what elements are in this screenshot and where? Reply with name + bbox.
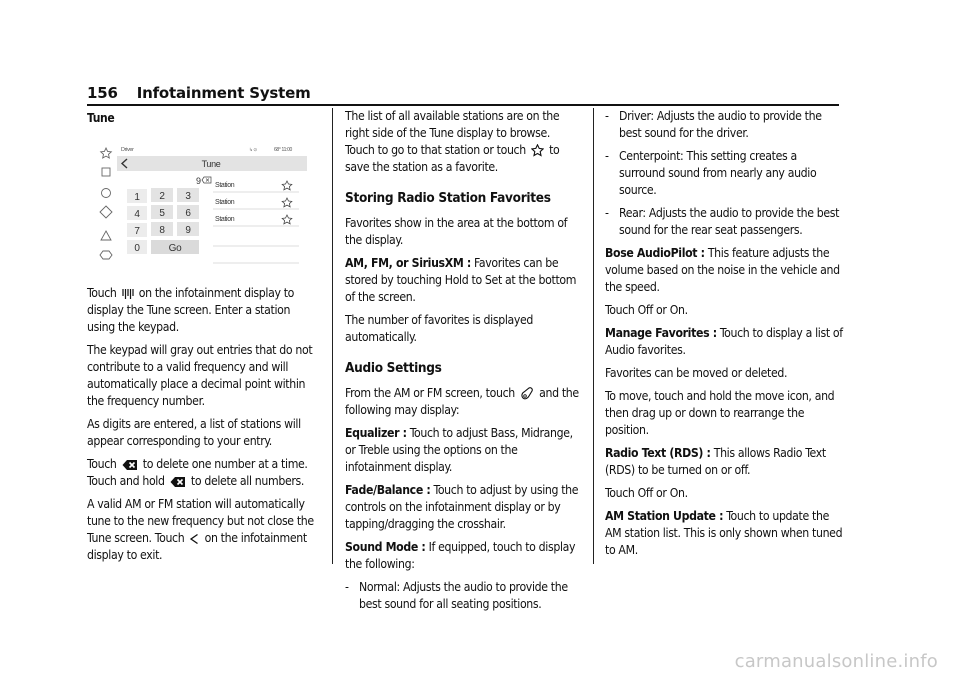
svg-text:↳ ⊙: ↳ ⊙ (249, 147, 257, 152)
watermark: carmanualsonline.info (734, 651, 938, 672)
key-go: Go (168, 243, 182, 254)
list-item-centerpoint: - Centerpoint: This setting creates a surround sound from nearly any audio source. (605, 149, 817, 197)
circle-icon (102, 189, 111, 198)
star-icon (531, 144, 544, 157)
column-2 (345, 108, 581, 619)
paragraph-radio-text: Radio Text (RDS) : This allows Radio Text (RDS) to be turned on or off. (605, 446, 826, 477)
paragraph-keypad: The keypad will gray out entries that do not contribute to a valid frequency and will automatically place a decimal point within the frequency number. (87, 343, 313, 408)
column-divider-2 (593, 108, 594, 564)
paragraph-favorites-count: The number of favorites is displayed automatically. (345, 313, 534, 344)
tune-subhead: Tune (87, 111, 115, 125)
tune-title: Tune (201, 159, 221, 169)
paragraph-equalizer: Equalizer : Touch to adjust Bass, Midrange, or Treble using the options on the infotainment display. (345, 426, 573, 474)
key-6: 6 (185, 208, 191, 219)
paragraph-audio-touch: From the AM or FM screen, touch and the following may display: (345, 386, 579, 417)
hexagon-icon (100, 251, 112, 259)
station-1: Station (215, 182, 235, 189)
paragraph-manage-favorites: Manage Favorites : Touch to display a list of Audio favorites. (605, 326, 843, 357)
side-icon-strip (100, 148, 112, 259)
key-1: 1 (134, 192, 140, 203)
status-right: 68° 11:00 (274, 147, 292, 153)
page-number: 156 (87, 84, 118, 102)
chevron-left-icon (189, 533, 199, 545)
key-4: 4 (134, 209, 140, 220)
triangle-icon (101, 231, 111, 240)
star-icon (101, 148, 112, 158)
list-item-normal: - Normal: Adjusts the audio to provide the best sound for all seating positions. (345, 580, 568, 611)
header-rule (87, 104, 839, 106)
key-2: 2 (159, 191, 165, 202)
paragraph-bose-audiopilot: Bose AudioPilot : This feature adjusts the volume based on the noise in the vehicle and the speed. (605, 246, 840, 294)
star-icon (282, 181, 292, 190)
square-icon (102, 168, 110, 176)
settings-icon (520, 387, 534, 401)
column-3 (605, 108, 843, 565)
backspace-icon (122, 459, 138, 471)
key-0: 0 (134, 243, 140, 254)
heading-storing-favorites: Storing Radio Station Favorites (345, 190, 551, 206)
heading-audio-settings: Audio Settings (345, 360, 442, 376)
paragraph-fade-balance: Fade/Balance : Touch to adjust by using the controls on the infotainment display or by tapping/dragging the crosshair. (345, 483, 579, 531)
paragraph-off-on-1: Touch Off or On. (605, 303, 688, 317)
column-1 (87, 108, 321, 570)
star-icon (282, 215, 292, 224)
paragraph-off-on-2: Touch Off or On. (605, 486, 688, 500)
paragraph-move-instructions: To move, touch and hold the move icon, and then drag up or down to rearrange the position. (605, 389, 835, 437)
backspace-icon (202, 177, 211, 183)
backspace-icon (170, 476, 186, 488)
star-icon (282, 198, 292, 207)
paragraph-favorites-move: Favorites can be moved or deleted. (605, 366, 788, 380)
list-item-driver: - Driver: Adjusts the audio to provide the best sound for the driver. (605, 109, 822, 140)
paragraph-sound-mode: Sound Mode : If equipped, touch to display the following: (345, 540, 576, 571)
key-3: 3 (185, 191, 191, 202)
station-3: Station (215, 216, 235, 223)
tune-icon (122, 288, 134, 300)
paragraph-valid-station: A valid AM or FM station will automatically tune to the new frequency but not close the Tune screen. Touch on the infotainment display to exit. (87, 497, 314, 562)
list-item-rear: - Rear: Adjusts the audio to provide the best sound for the rear seat passengers. (605, 206, 840, 237)
paragraph-touch-tune: Touch on the infotainment display to display the Tune screen. Enter a station using the keypad. (87, 286, 295, 334)
key-8: 8 (159, 225, 165, 236)
paragraph-am-fm-sirius: AM, FM, or SiriusXM : Favorites can be stored by touching Hold to Set at the bottom of the screen. (345, 256, 577, 304)
page-header (87, 84, 311, 102)
status-left: Driver (121, 147, 134, 153)
key-5: 5 (159, 208, 165, 219)
paragraph-digits: As digits are entered, a list of stations will appear corresponding to your entry. (87, 417, 301, 448)
paragraph-delete: Touch to delete one number at a time. Touch and hold to delete all numbers. (87, 457, 308, 488)
paragraph-am-station-update: AM Station Update : Touch to update the AM station list. This is only shown when tuned to AM. (605, 509, 843, 557)
key-7: 7 (134, 226, 140, 237)
station-2: Station (215, 199, 235, 206)
entry-digit: 9 (196, 176, 201, 186)
section-title: Infotainment System (136, 84, 311, 102)
tune-screen-illustration (99, 143, 309, 269)
diamond-icon (100, 206, 112, 218)
key-9: 9 (185, 225, 191, 236)
paragraph-station-list: The list of all available stations are on the right side of the Tune display to browse. Touch to go to that station or touch to save the station as a favorite. (345, 109, 560, 174)
paragraph-favorites-area: Favorites show in the area at the bottom of the display. (345, 216, 568, 247)
column-divider-1 (332, 108, 333, 564)
